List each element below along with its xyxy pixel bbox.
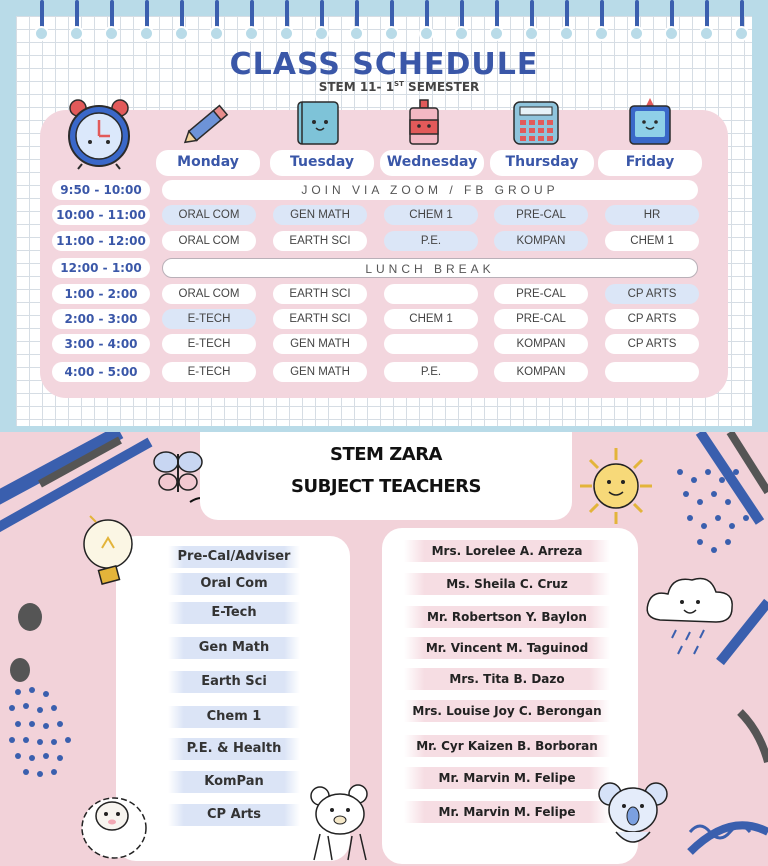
schedule-cell: KOMPAN [494,231,588,251]
subject-item: Pre-Cal/Adviser [168,546,300,568]
spiral-hole [69,26,84,41]
spiral-hole [454,26,469,41]
subject-teachers-section [0,432,768,866]
calculator-icon [510,98,562,148]
schedule-cell: KOMPAN [494,362,588,382]
subject-item: E-Tech [168,602,300,624]
day-header-monday: Monday [156,150,260,176]
spiral-hole [314,26,329,41]
schedule-cell: E-TECH [162,362,256,382]
spiral-hole [524,26,539,41]
schedule-cell: GEN MATH [273,205,367,225]
day-header-friday: Friday [598,150,702,176]
schedule-cell: PRE-CAL [494,284,588,304]
time-slot: 9:50 - 10:00 [52,180,150,200]
spiral-hole [139,26,154,41]
spiral-hole [244,26,259,41]
time-slot: 2:00 - 3:00 [52,309,150,329]
spiral-hole [349,26,364,41]
spiral-hole [699,26,714,41]
spiral-hole [559,26,574,41]
teacher-name: Mrs. Louise Joy C. Berongan [404,700,610,722]
schedule-cell: P.E. [384,362,478,382]
schedule-cell: P.E. [384,231,478,251]
day-header-thursday: Thursday [490,150,594,176]
schedule-cell: GEN MATH [273,362,367,382]
laptop-icon [624,98,676,148]
zoom-banner: JOIN VIA ZOOM / FB GROUP [162,180,698,200]
schedule-cell: ORAL COM [162,205,256,225]
teacher-name: Mr. Marvin M. Felipe [404,801,610,823]
butterfly-icon [150,446,206,498]
teacher-name: Mr. Marvin M. Felipe [404,767,610,789]
subject-item: CP Arts [168,804,300,826]
spiral-hole [489,26,504,41]
spiral-hole [209,26,224,41]
schedule-cell: PRE-CAL [494,309,588,329]
schedule-cell: PRE-CAL [494,205,588,225]
schedule-cell: E-TECH [162,334,256,354]
time-slot: 3:00 - 4:00 [52,334,150,354]
schedule-cell: GEN MATH [273,334,367,354]
alarm-clock-icon [60,96,138,170]
schedule-cell: KOMPAN [494,334,588,354]
schedule-cell: EARTH SCI [273,284,367,304]
time-slot: 12:00 - 1:00 [52,258,150,278]
spiral-hole [34,26,49,41]
time-slot: 10:00 - 11:00 [52,205,150,225]
subject-item: Chem 1 [168,706,300,728]
teacher-name: Mrs. Tita B. Dazo [404,668,610,690]
schedule-cell: CHEM 1 [384,309,478,329]
pencil-icon [182,98,234,148]
subject-item: Gen Math [168,637,300,659]
teacher-name: Mr. Cyr Kaizen B. Borboran [404,735,610,757]
spiral-hole [629,26,644,41]
sheep-icon [76,782,150,864]
schedule-cell: EARTH SCI [273,231,367,251]
schedule-title: CLASS SCHEDULE [229,47,539,82]
lunch-break-banner: LUNCH BREAK [162,258,698,278]
time-slot: 4:00 - 5:00 [52,362,150,382]
schedule-cell: E-TECH [162,309,256,329]
subject-item: P.E. & Health [168,738,300,760]
schedule-cell [605,362,699,382]
sun-icon [578,446,654,526]
day-header-tuesday: Tuesday [270,150,374,176]
schedule-cell: CP ARTS [605,284,699,304]
schedule-subtitle: STEM 11- 1ST SEMESTER [318,80,480,94]
spiral-hole [594,26,609,41]
teacher-name: Mr. Vincent M. Taguinod [404,637,610,659]
teacher-name: Ms. Sheila C. Cruz [404,573,610,595]
schedule-cell: CHEM 1 [384,205,478,225]
schedule-cell: ORAL COM [162,231,256,251]
schedule-cell: ORAL COM [162,284,256,304]
schedule-cell: CP ARTS [605,334,699,354]
koala-icon [598,772,668,852]
spiral-hole [104,26,119,41]
class-schedule-section [0,0,768,432]
schedule-cell: HR [605,205,699,225]
schedule-cell: EARTH SCI [273,309,367,329]
teacher-name: Mrs. Lorelee A. Arreza [404,540,610,562]
subject-teachers-title: SUBJECT TEACHERS [291,476,481,497]
teacher-name: Mr. Robertson Y. Baylon [404,606,610,628]
subject-item: KomPan [168,771,300,793]
spiral-hole [419,26,434,41]
class-name-title: STEM ZARA [330,444,442,465]
subject-item: Earth Sci [168,671,300,693]
day-header-wednesday: Wednesday [380,150,484,176]
cloud-icon [640,570,740,666]
time-slot: 1:00 - 2:00 [52,284,150,304]
spiral-hole [384,26,399,41]
spiral-hole [734,26,749,41]
spiral-hole [664,26,679,41]
bear-icon [306,782,376,862]
spiral-hole [279,26,294,41]
time-slot: 11:00 - 12:00 [52,231,150,251]
subject-item: Oral Com [168,573,300,595]
schedule-cell [384,284,478,304]
spiral-hole [174,26,189,41]
schedule-cell: CHEM 1 [605,231,699,251]
schedule-cell [384,334,478,354]
glue-icon [398,98,450,148]
notebook-icon [292,98,344,148]
light-bulb-icon [76,512,148,604]
schedule-cell: CP ARTS [605,309,699,329]
